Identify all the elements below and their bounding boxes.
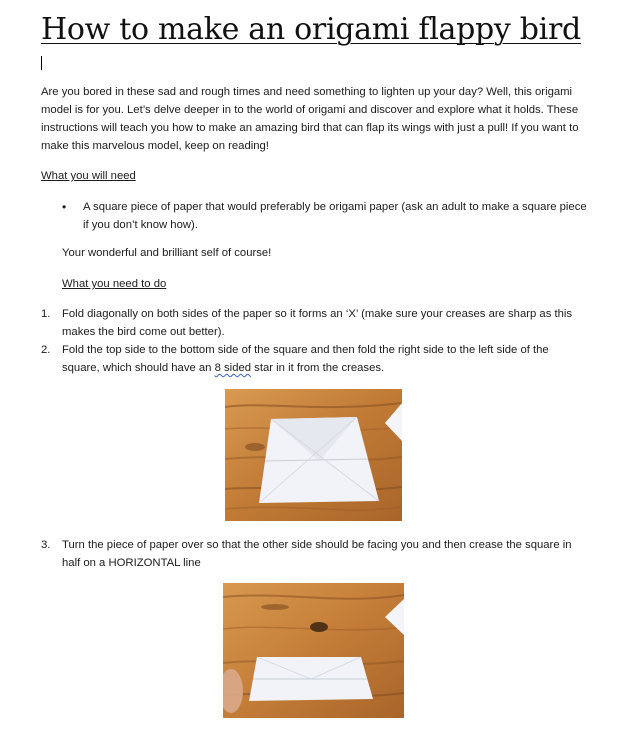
- photo-folded-square[interactable]: [225, 389, 402, 521]
- text-cursor: [41, 56, 42, 70]
- bullet-icon: •: [62, 200, 67, 214]
- step-number: 1.: [41, 308, 51, 320]
- photo-folded-horizontal[interactable]: [223, 583, 404, 718]
- photo-folded-horizontal-graphic: [223, 583, 404, 718]
- step-number: 2.: [41, 344, 51, 356]
- spellcheck-flagged-word[interactable]: 8 sided: [214, 362, 252, 374]
- self-line[interactable]: Your wonderful and brilliant self of course!: [62, 247, 272, 259]
- document-title[interactable]: How to make an origami flappy bird: [41, 12, 581, 47]
- need-item[interactable]: A square piece of paper that would preferably be origami paper (ask an adult to make a square piece if you don’t know how).: [83, 201, 587, 231]
- step-1-text[interactable]: Fold diagonally on both sides of the paper so it forms an ‘X’ (make sure your creases are sharp as this makes the bird come out better).: [62, 308, 573, 338]
- what-you-need-to-do-heading[interactable]: What you need to do: [62, 278, 167, 290]
- step-2-text-part: Fold the top side to the bottom side of the square and then fold the right side to the left side of the square, which should have an: [62, 344, 549, 374]
- step-3-text[interactable]: Turn the piece of paper over so that the other side should be facing you and then crease the square in half on a HORIZONTAL line: [62, 539, 572, 569]
- step-number: 3.: [41, 539, 51, 551]
- intro-paragraph[interactable]: Are you bored in these sad and rough times and need something to lighten up your day? Well, this origami model is for you. Let’s delve deeper in to the world of origami and discover and explore what it holds. These instructions will teach you how to make an amazing bird that can flap its wings with just a pull! If you want to make this marvelous model, keep on reading!: [41, 86, 579, 152]
- step-2-text-part: star in it from the creases.: [251, 362, 385, 374]
- step-2-text[interactable]: [62, 341, 587, 377]
- photo-folded-square-graphic: [225, 389, 402, 521]
- what-you-will-need-heading[interactable]: What you will need: [41, 170, 136, 182]
